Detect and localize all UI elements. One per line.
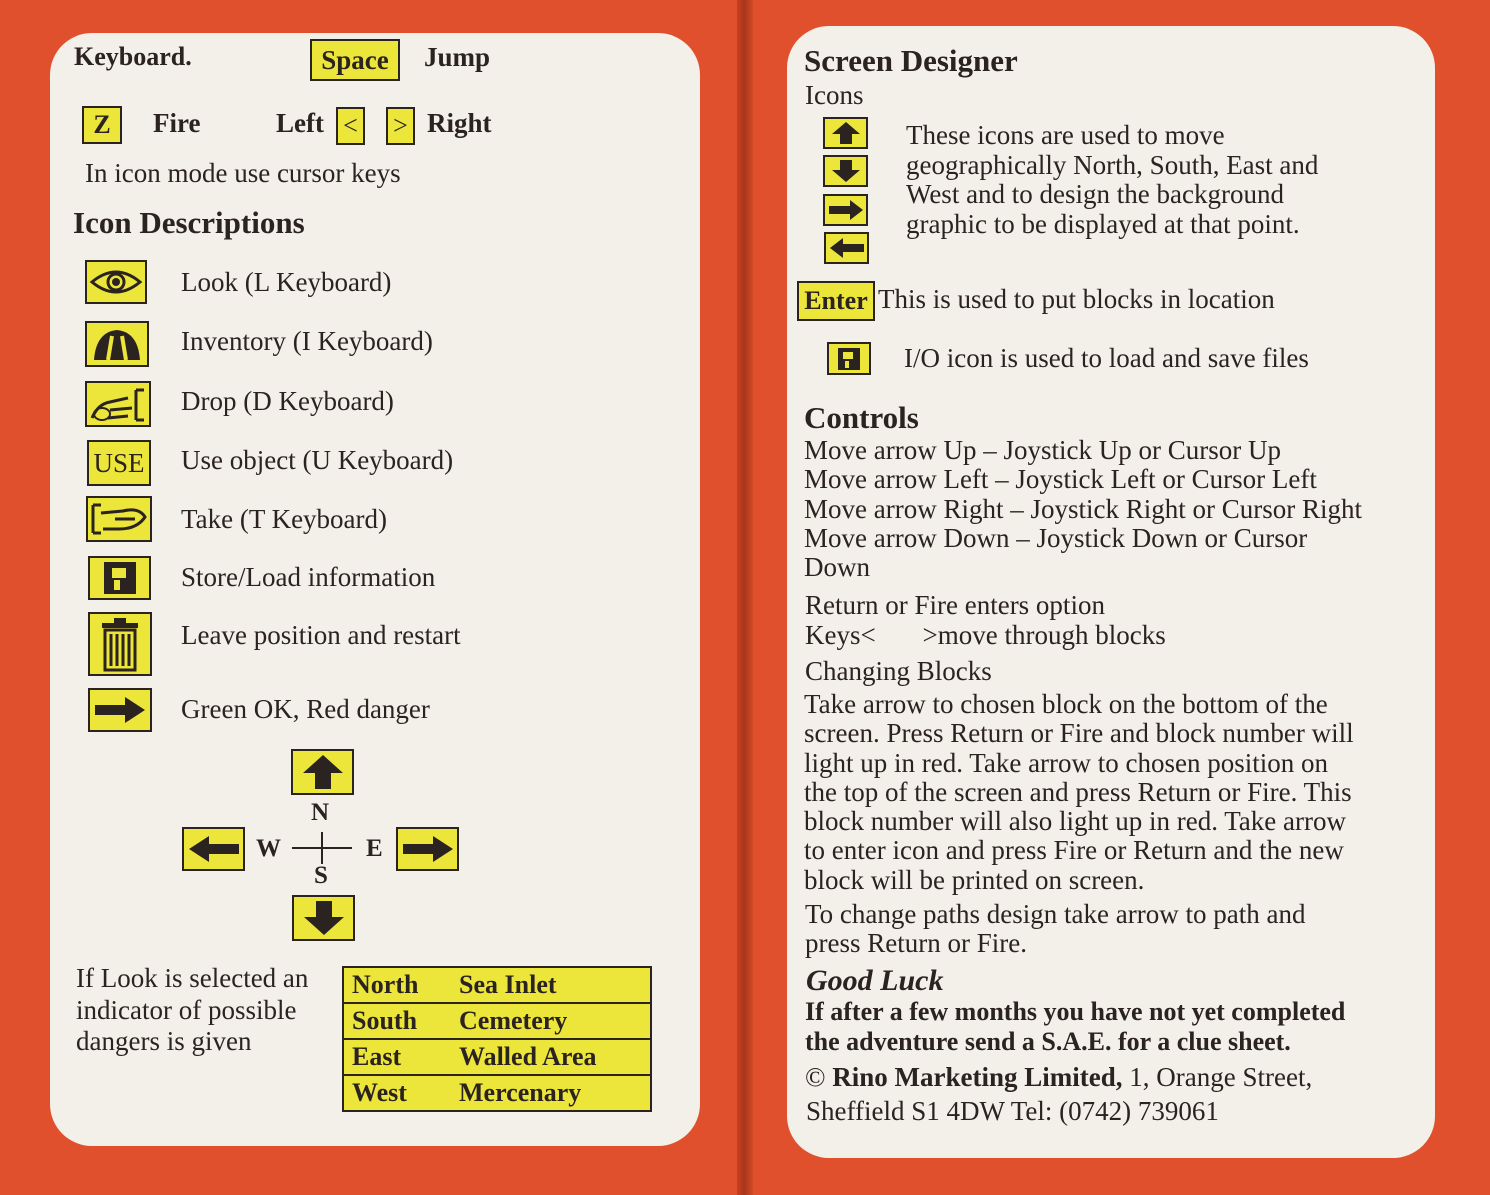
right-label: Right	[427, 108, 492, 138]
controls-list	[804, 436, 1362, 582]
icon-desc-leave: Leave position and restart	[181, 620, 461, 650]
direction-cell: East	[343, 1039, 451, 1075]
table-row	[343, 1039, 651, 1075]
control-line: Move arrow Left – Joystick Left or Cursor Left	[804, 464, 1317, 495]
compass-w: W	[256, 835, 281, 862]
keyboard-label: Keyboard.	[74, 42, 192, 71]
compass-e: E	[366, 835, 383, 862]
look-note	[76, 963, 341, 1058]
bin-icon	[88, 612, 152, 676]
icon-desc-look: Look (L Keyboard)	[181, 267, 392, 297]
look-note-line: dangers is given	[76, 1026, 252, 1056]
icons-subheading: Icons	[805, 80, 864, 110]
fire-label: Fire	[153, 108, 201, 138]
address-line-1: 1, Orange Street,	[1122, 1062, 1313, 1092]
place-cell: Mercenary	[451, 1075, 651, 1111]
place-cell: Cemetery	[451, 1003, 651, 1039]
enter-key: Enter	[797, 281, 875, 321]
use-icon	[87, 440, 151, 486]
enter-text: This is used to put blocks in location	[878, 284, 1275, 314]
io-disk-icon	[827, 342, 871, 375]
keys-line	[805, 620, 1166, 651]
compass-s: S	[314, 862, 328, 889]
icon-desc-use: Use object (U Keyboard)	[181, 445, 454, 475]
copyright-line	[805, 1062, 1312, 1093]
changing-blocks-heading: Changing Blocks	[805, 656, 992, 686]
bag-icon	[85, 321, 149, 367]
keys-suffix: move through blocks	[937, 620, 1166, 650]
clue-line: If after a few months you have not yet completed	[805, 997, 1346, 1026]
look-note-line: If Look is selected an	[76, 963, 309, 993]
keys-prefix: Keys	[805, 620, 861, 650]
paths-text	[805, 900, 1305, 959]
move-icons-text	[906, 121, 1318, 240]
clue-line: the adventure send a S.A.E. for a clue sheet.	[805, 1027, 1291, 1056]
changing-line: screen. Press Return or Fire and block number will	[804, 718, 1354, 749]
address-line-2: Sheffield S1 4DW Tel: (0742) 739061	[806, 1096, 1219, 1126]
changing-line: to enter icon and press Fire or Return and the new	[804, 835, 1344, 866]
directions-table	[342, 966, 652, 1112]
company-name: Rino Marketing Limited,	[832, 1062, 1123, 1092]
compass-left-arrow-icon	[182, 827, 245, 871]
return-text: Return or Fire enters option	[805, 590, 1105, 620]
move-icons-line: West and to design the background	[906, 179, 1284, 210]
good-luck: Good Luck	[806, 964, 944, 997]
icon-desc-green-red: Green OK, Red danger	[181, 694, 430, 724]
move-icons-line: geographically North, South, East and	[906, 149, 1319, 180]
left-arrow-icon	[824, 232, 869, 264]
take-hand-icon	[86, 496, 152, 542]
up-arrow-icon	[823, 117, 868, 149]
right-arrow-icon	[823, 194, 868, 226]
disk-icon	[88, 556, 151, 600]
controls-heading: Controls	[804, 400, 919, 435]
changing-line: block number will also light up in red. Take arrow	[804, 806, 1346, 837]
clue-text	[805, 997, 1345, 1057]
table-row	[343, 967, 651, 1003]
changing-line: light up in red. Take arrow to chosen position on	[804, 747, 1329, 778]
icon-desc-drop: Drop (D Keyboard)	[181, 386, 394, 416]
io-text: I/O icon is used to load and save files	[904, 343, 1309, 373]
icon-desc-inventory: Inventory (I Keyboard)	[181, 326, 433, 356]
compass-down-arrow-icon	[292, 895, 355, 941]
drop-hand-icon	[85, 381, 151, 427]
keys-lt: <	[860, 620, 876, 650]
icon-descriptions-heading: Icon Descriptions	[73, 205, 305, 240]
control-line: Move arrow Down – Joystick Down or Cursor	[804, 522, 1308, 553]
space-key: Space	[310, 39, 400, 81]
left-label: Left	[276, 108, 324, 138]
use-icon-text: USE	[93, 447, 145, 478]
eye-icon	[85, 260, 147, 304]
move-icons-line: graphic to be displayed at that point.	[906, 209, 1300, 240]
place-cell: Sea Inlet	[451, 967, 651, 1003]
jump-label: Jump	[424, 42, 491, 72]
direction-cell: South	[343, 1003, 451, 1039]
control-line: Move arrow Up – Joystick Up or Cursor Up	[804, 435, 1281, 465]
direction-cell: North	[343, 967, 451, 1003]
booklet-fold	[737, 0, 753, 1195]
down-arrow-icon	[823, 155, 868, 187]
copyright-symbol: ©	[805, 1062, 826, 1092]
icon-desc-take: Take (T Keyboard)	[181, 504, 388, 534]
paths-line: press Return or Fire.	[805, 928, 1027, 959]
control-line: Move arrow Right – Joystick Right or Cursor Right	[804, 493, 1362, 524]
table-row	[343, 1003, 651, 1039]
changing-blocks-text	[804, 690, 1354, 895]
paths-line: To change paths design take arrow to path and	[805, 899, 1306, 929]
move-icons-line: These icons are used to move	[906, 120, 1225, 150]
icon-mode-note: In icon mode use cursor keys	[85, 158, 401, 188]
compass-n: N	[311, 799, 330, 826]
control-line: Down	[804, 552, 870, 583]
screen-designer-heading: Screen Designer	[804, 43, 1018, 78]
left-key: <	[336, 107, 365, 145]
keys-gt: >	[922, 620, 938, 650]
place-cell: Walled Area	[451, 1039, 651, 1075]
direction-cell: West	[343, 1075, 451, 1111]
table-row	[343, 1075, 651, 1111]
arrow-right-icon	[88, 688, 152, 732]
changing-line: the top of the screen and press Return or Fire. This	[804, 776, 1352, 807]
compass-right-arrow-icon	[396, 827, 459, 871]
icon-desc-store-load: Store/Load information	[181, 562, 436, 592]
changing-line: block will be printed on screen.	[804, 864, 1145, 895]
compass-up-arrow-icon	[291, 749, 354, 795]
changing-line: Take arrow to chosen block on the bottom of the	[804, 689, 1328, 719]
right-key: >	[386, 107, 415, 145]
z-key: Z	[82, 106, 122, 144]
look-note-line: indicator of possible	[76, 994, 297, 1025]
